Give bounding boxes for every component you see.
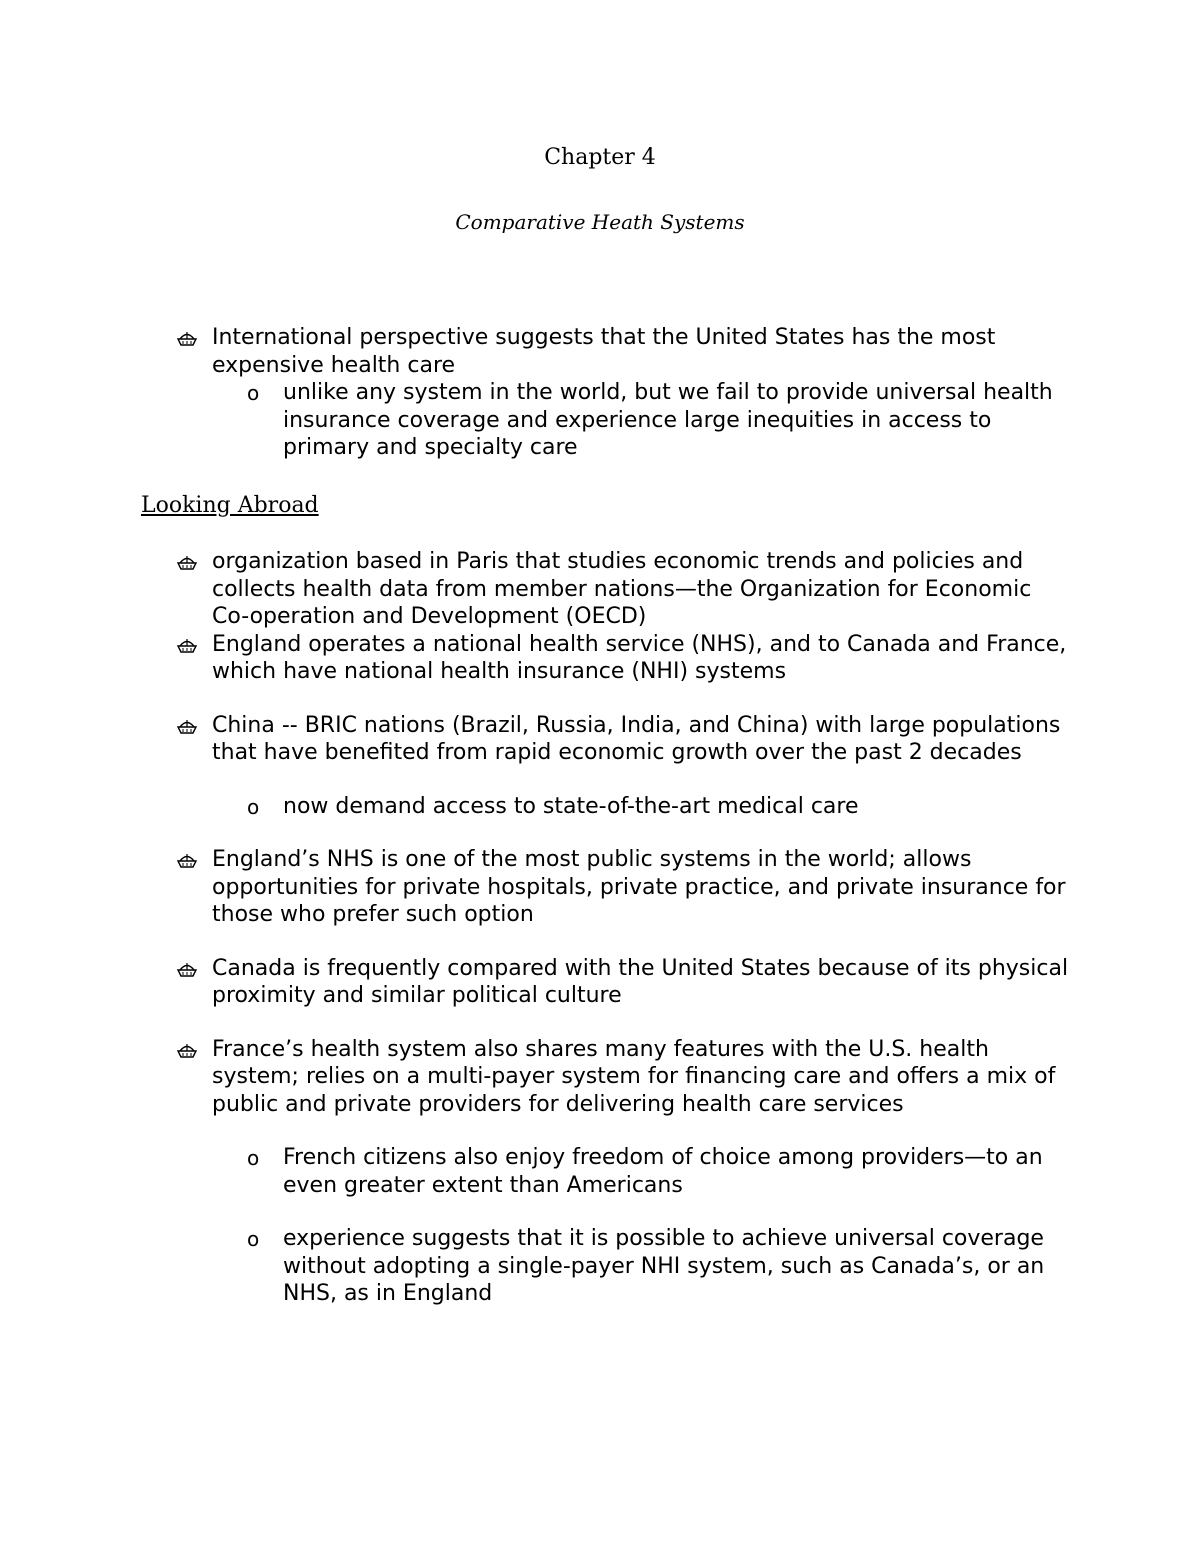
list-item-text: French citizens also enjoy freedom of choice among providers—to an even greater extent than Americans bbox=[283, 1145, 1043, 1198]
intro-list bbox=[0, 324, 1200, 462]
list-item-text: England operates a national health service (NHS), and to Canada and France, which have national health insurance (NHI) systems bbox=[212, 631, 1067, 684]
list-item-text: organization based in Paris that studies economic trends and policies and collects health data from member nations—the Organization for Economic Co-operation and Development (OECD) bbox=[212, 549, 1032, 629]
boat-icon bbox=[176, 1041, 198, 1059]
list-item-text: England’s NHS is one of the most public systems in the world; allows opportunities for private hospitals, private practice, and private insurance for those who prefer such option bbox=[212, 847, 1066, 927]
boat-icon bbox=[176, 960, 198, 978]
chapter-title: Chapter 4 bbox=[544, 145, 656, 170]
section-heading: Looking Abroad bbox=[141, 493, 319, 518]
circle-bullet: o bbox=[247, 794, 260, 819]
boat-icon bbox=[176, 636, 198, 654]
list-item bbox=[0, 631, 1072, 686]
boat-icon bbox=[176, 553, 198, 571]
boat-icon bbox=[176, 329, 198, 347]
spacer bbox=[0, 1199, 1200, 1225]
spacer bbox=[0, 767, 1200, 793]
list-item bbox=[0, 379, 1073, 462]
circle-bullet: o bbox=[247, 1227, 260, 1251]
circle-bullet: o bbox=[247, 1146, 260, 1170]
boat-icon bbox=[176, 851, 198, 869]
list-item-text: now demand access to state-of-the-art medical care bbox=[283, 793, 859, 819]
boat-icon bbox=[176, 717, 198, 735]
chapter-subtitle: Comparative Heath Systems bbox=[455, 210, 745, 234]
looking-abroad-list bbox=[0, 548, 1200, 1308]
list-item bbox=[0, 846, 1072, 929]
list-item-text: unlike any system in the world, but we fail to provide universal health insurance coverage and experience large inequities in access to primary and specialty care bbox=[283, 380, 1053, 460]
circle-bullet: o bbox=[247, 381, 260, 405]
spacer bbox=[0, 929, 1200, 955]
list-item bbox=[0, 1225, 1073, 1308]
list-item bbox=[0, 955, 1072, 1010]
list-item-text: experience suggests that it is possible to achieve universal coverage without adopting a single-payer NHI system, such as Canada’s, or an NHS, as in England bbox=[283, 1226, 1045, 1306]
spacer bbox=[0, 1010, 1200, 1036]
list-item-text: China -- BRIC nations (Brazil, Russia, India, and China) with large populations that have benefited from rapid economic growth over the past 2 decades bbox=[212, 712, 1061, 765]
list-item-text: Canada is frequently compared with the United States because of its physical proximity and similar political culture bbox=[212, 955, 1069, 1008]
list-item bbox=[0, 1036, 1072, 1119]
list-item-text: France’s health system also shares many features with the U.S. health system; relies on a multi-payer system for financing care and offers a mix of public and private providers for delivering health care services bbox=[212, 1036, 1056, 1117]
list-item bbox=[0, 324, 1072, 379]
list-item bbox=[0, 793, 1073, 821]
list-item bbox=[0, 548, 1072, 631]
spacer bbox=[0, 686, 1200, 712]
list-item bbox=[0, 712, 1072, 767]
spacer bbox=[0, 820, 1200, 846]
spacer bbox=[0, 1118, 1200, 1144]
list-item bbox=[0, 1144, 1073, 1199]
list-item-text: International perspective suggests that the United States has the most expensive health care bbox=[212, 325, 996, 378]
